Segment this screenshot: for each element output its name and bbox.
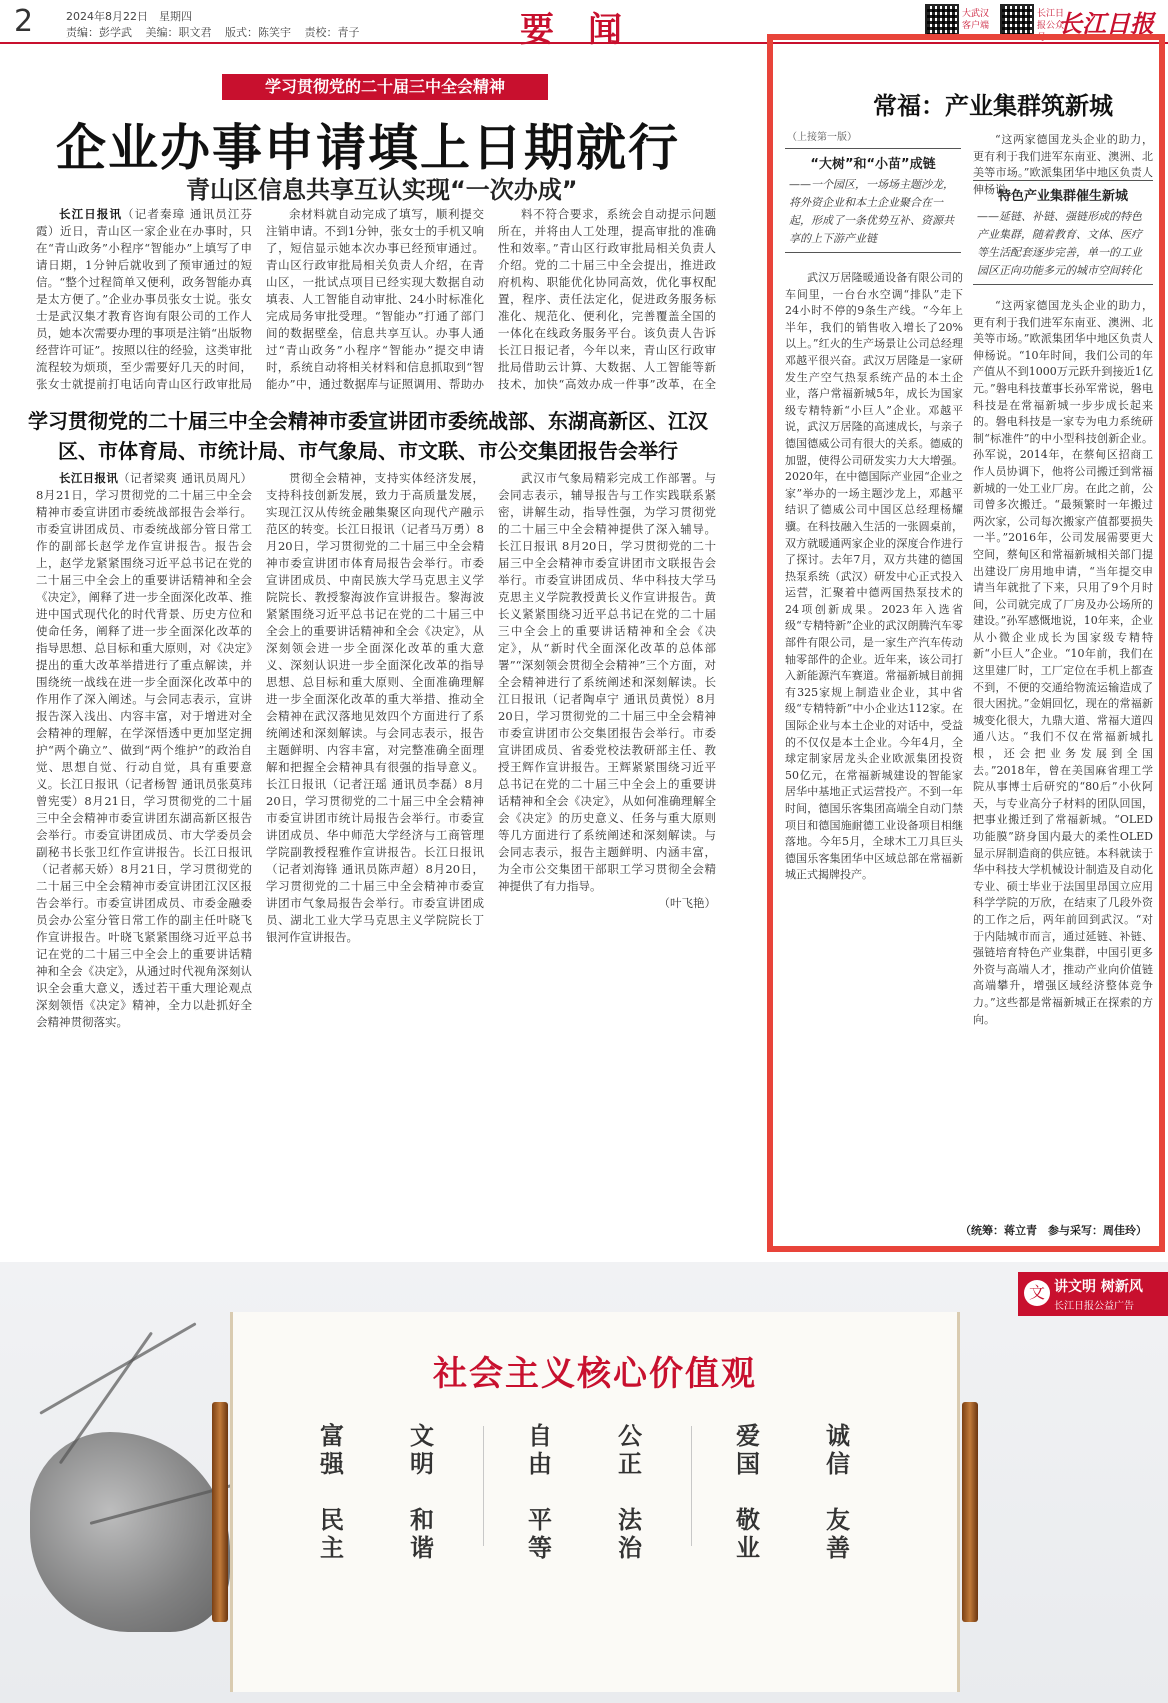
value-pair: [823, 1422, 853, 1562]
value-word: [615, 1422, 645, 1478]
callout-2-body: ——延链、补链、强链形成的特色产业集群，随着教育、文体、医疗等生活配套逐步完善，单一的工业园区正向功能多元的城市空间转化: [977, 210, 1142, 277]
second-column-3-text: 武汉市气象局精彩完成工作部署。与会同志表示，辅导报告与工作实践联系紧密，讲解生动，指导性强，为学习贯彻党的二十届三中全会精神提供了深入辅导。长江日报讯 8月20日，学习贯彻党的二十届三中全会精神市委宣讲团市文联报告会举行。市委宣讲团成员、华中科技大学马克思主义学院教授黄长义作宣讲报告。黄长义紧紧围绕习近平总书记在党的二十届三中全会上的重要讲话精神和全会《决定》，从“新时代全面深化改革的总体部署”“深刻领会贯彻全会精神”三个方面，对全会精神进行了系统阐述和深刻解读。长江日报讯（记者陶卓宁 通讯员黄悦）8月20日，学习贯彻党的二十届三中全会精神市委宣讲团市公交集团报告会举行。市委宣讲团成员、省委党校法教研部主任、教授王辉作宣讲报告。王辉紧紧围绕习近平总书记在党的二十届三中全会上的重要讲话精神和全会《决定》，从如何准确理解全会《决定》的历史意义、任务与重大原则等几方面进行了系统阐述和深刻解读。与会同志表示，报告主题鲜明、内涵丰富，为全市公交集团干部职工学习贯彻全会精神提供了有力指导。: [498, 471, 716, 893]
value-char: 文: [410, 1422, 434, 1450]
lead-kicker: 学习贯彻党的二十届三中全会精神: [222, 74, 548, 100]
value-pair: [733, 1422, 763, 1562]
value-divider: [483, 1426, 484, 1546]
value-char: 友: [826, 1506, 850, 1534]
value-word: [317, 1422, 347, 1478]
value-char: 由: [528, 1450, 552, 1478]
value-char: 谐: [410, 1534, 434, 1562]
second-column-2: [266, 470, 484, 1250]
value-char: 富: [320, 1422, 344, 1450]
staff-art-editor: 美编：职文君: [145, 26, 212, 39]
civility-emblem-icon: 文: [1024, 1280, 1050, 1306]
value-word: [317, 1506, 347, 1562]
ad-badge-title: 讲文明 树新风: [1054, 1279, 1143, 1295]
value-pair: [615, 1422, 645, 1562]
lead-column-2-text: 余材料就自动完成了填写，顺利提交注销申请。不到1分钟，张女士的手机又响了，短信显示她本次办事已经预审通过。青山区行政审批局相关负责人介绍，在青山区，一批试点项目已经实现大数据自动填表、人工智能自动审批、24小时标准化完成局务审批受理。“智能办”打通了部门间的数据壁垒，信息共享互认。办事人通过“青山政务”小程序“智能办”提交申请时，系统自动将相关材料和信息抓取到“智能办”中，通过数据库与证照调用、帮助办: [266, 207, 484, 390]
right-feature-box: [767, 34, 1165, 1252]
second-column-1: [36, 470, 252, 1250]
lead-column-2: [266, 206, 484, 390]
value-char: 自: [528, 1422, 552, 1450]
value-char: 敬: [736, 1506, 760, 1534]
value-char: 民: [320, 1506, 344, 1534]
value-char: 信: [826, 1450, 850, 1478]
right-column-1-text: 武汉万居隆暖通设备有限公司的车间里，一台台水空调“排队”走下24小时不停的9条生产线。“今年上半年，我们的销售收入增长了20%以上。”红火的生产场景让公司总经理邓越平很兴奋。武汉万居隆是一家研发生产空气热泵系统产品的本土企业，落户常福新城5年，成长为国家级专精特新“小巨人”企业。邓越平说，武汉万居隆的高速成长，与亲子德国德威公司有很大的关系。德威的加盟，使得公司研发实力大大增强。2020年，在中德国际产业园“企业之家”举办的一场主题沙龙上，邓越平结识了德威公司中国区总经理杨耀骥。在科技融入生活的一张圆桌前，双方就暖通两家企业的深度合作进行了探讨。去年7月，双方共建的德国热泵系统（武汉）研发中心正式投入运营，汇聚着中德两国热泵技术的24项创新成果。2023年入选省级“专精特新”企业的武汉朗腾汽车零部件有限公司，是一家生产汽车传动轴零部件的企业。近年来，该公司打入新能源汽车赛道。常福新城目前拥有325家规上制造业企业，其中省级“专精特新”中小企业达112家。在国际企业与本土企业的对话中，受益的不仅仅是本土企业。今年4月，全球定制家居龙头企业欧派集团投资50亿元，在常福新城建设的智能家居华中基地正式运营投产。不到一年时间，德国乐客集团高端全自动门禁项目和德国施耐德工业设备项目相继落地。今年5月，全球木工刀具巨头德国乐客集团华中区域总部在常福新城正式揭牌投产。: [785, 271, 963, 882]
issue-date: 2024年8月22日 星期四: [66, 10, 192, 23]
lead-headline: 企业办事申请填上日期就行: [56, 119, 680, 177]
value-word: [733, 1422, 763, 1478]
scroll-rod-left: [212, 1402, 228, 1622]
callout-1-title: “大树”和“小苗”成链: [810, 157, 936, 172]
value-word: [407, 1422, 437, 1478]
lead-dateline: 长江日报讯: [59, 207, 123, 221]
qr2-label: 长江日报公众号: [1037, 9, 1065, 43]
second-column-2-text: 贯彻全会精神，支持实体经济发展，支持科技创新发展，致力于高质量发展，实现江汉从传统金融集聚区向现代产融示范区的转变。长江日报讯（记者马万勇）8月20日，学习贯彻党的二十届三中全会精神市委宣讲团市体育局报告会举行。市委宣讲团成员、中南民族大学马克思主义学院院长、教授黎海波作宣讲报告。黎海波紧紧围绕习近平总书记在党的二十届三中全会上的重要讲话精神和全会《决定》，从深刻领会进一步全面深化改革的重大意义、深刻认识进一步全面深化改革的指导思想、总目标和重大原则、全面准确理解进一步全面深化改革的重大举措、推动全会精神在武汉落地见效四个方面进行了系统阐述和深刻解读。与会同志表示，报告主题鲜明、内容丰富，对完整准确全面理解和把握全会精神具有很强的指导意义。长江日报讯（记者汪瑶 通讯员李磊）8月20日，学习贯彻党的二十届三中全会精神市委宣讲团市统计局报告会举行。市委宣讲团成员、华中师范大学经济与工商管理学院副教授程雅作宣讲报告。长江日报讯（记者刘海锋 通讯员陈声超）8月20日，学习贯彻党的二十届三中全会精神市委宣讲团市气象局报告会举行。市委宣讲团成员、湖北工业大学马克思主义学院院长丁银河作宣讲报告。: [266, 471, 484, 944]
section-title: 要闻: [520, 10, 656, 50]
value-word: [407, 1506, 437, 1562]
ad-title: 社会主义核心价值观: [433, 1354, 757, 1394]
value-pair: [317, 1422, 347, 1562]
orchid-leaf: [39, 1322, 196, 1415]
qr-code-icon: [925, 4, 959, 38]
value-word: [525, 1506, 555, 1562]
page-number: 2: [14, 4, 34, 39]
lead-column-1: [36, 206, 252, 390]
second-column-1-text: （记者梁爽 通讯员周凡）8月21日，学习贯彻党的二十届三中全会精神市委宣讲团市委统战部报告会举行。市委宣讲团成员、市委统战部分管日常工作的副部长赵学龙作宣讲报告。报告会上，赵学龙紧紧围绕习近平总书记在党的二十届三中全会上的重要讲话精神和全会《决定》，阐释了进一步全面深化改革、推进中国式现代化的时代背景、历史方位和使命任务，阐释了进一步全面深化改革的指导思想、总目标和重大原则，对《决定》提出的重大改革举措进行了重点解读，并围绕统一战线在进一步全面深化改革中的作用作了深入阐述。与会同志表示，宣讲报告深入浅出、内容丰富，对于增进对全会精神的理解，在学深悟透中更加坚定拥护“两个确立”、做到“两个维护”的政治自觉、思想自觉、行动自觉，具有重要意义。长江日报讯（记者杨智 通讯员张莫玮 曾宪雯）8月21日，学习贯彻党的二十届三中全会精神市委宣讲团东湖高新区报告会举行。市委宣讲团成员、市大学委员会副秘书长张卫红作宣讲报告。长江日报讯（记者郝天娇）8月21日，学习贯彻党的二十届三中全会精神市委宣讲团江汉区报告会举行。市委宣讲团成员、市委金融委员会办公室分管日常工作的副主任叶晓飞作宣讲报告。叶晓飞紧紧围绕习近平总书记在党的二十届三中全会上的重要讲话精神和全会《决定》，从通过时代视角深刻认识全会重大意义，透过若干重大理论观点深刻领悟《决定》精神，全力以赴抓好全会精神贯彻落实。: [36, 471, 252, 1029]
right-title: 常福：产业集群筑新城: [873, 92, 1113, 120]
right-column-2-intro: “这两家德国龙头企业的助力，更有利于我们进军东南亚、澳洲、北美等市场。”欧派集团华中地区负责人伸杨说。: [973, 133, 1153, 196]
scroll-sheet: [230, 1312, 960, 1692]
public-service-ad: [0, 1262, 1168, 1703]
value-char: 业: [736, 1534, 760, 1562]
callout-2-title: 特色产业集群催生新城: [997, 189, 1128, 204]
second-column-3-signoff: （叶飞艳）: [658, 896, 716, 910]
value-word: [733, 1506, 763, 1562]
value-word: [823, 1506, 853, 1562]
value-word: [525, 1422, 555, 1478]
value-pair: [407, 1422, 437, 1562]
staff-proofreader: 责校：青子: [304, 26, 360, 39]
right-column-2: [973, 298, 1153, 1218]
second-column-3: [498, 470, 716, 1250]
ad-badge-subtitle: 长江日报公益广告: [1054, 1301, 1134, 1312]
right-byline: （统筹：蒋立青 参与采写：周佳玲）: [960, 1224, 1147, 1237]
right-column-1: [785, 270, 963, 1236]
qr-code-icon: [1000, 4, 1034, 38]
value-char: 明: [410, 1450, 434, 1478]
staff-editor: 责编：彭学武: [66, 26, 132, 39]
value-char: 主: [320, 1534, 344, 1562]
value-char: 法: [618, 1506, 642, 1534]
continued-note: （上接第一版）: [787, 132, 857, 143]
value-char: 正: [618, 1450, 642, 1478]
callout-1: [785, 148, 961, 253]
lead-column-1-text: （记者秦璋 通讯员江芬霞）近日，青山区一家企业在办事时，只在“青山政务”小程序“智能办”上填写了申请日期，1分钟后就收到了预审通过的短信。“整个过程简单又便利，政务智能办真是太方便了。”企业办事员张女士说。张女士是武汉集才教育咨询有限公司的工作人员，她本次需要办理的事项是注销“出版物经营许可证”。按照以往的经验，这类审批流程较为烦琐，至少需要好几天的时间，张女士就提前打电话向青山区行政审批局: [36, 207, 252, 390]
qr1-label: 大武汉客户端: [962, 9, 990, 31]
newspaper-logo: 长江日报: [1058, 9, 1154, 38]
value-char: 诚: [826, 1422, 850, 1450]
callout-1-body: ——一个园区，一场场主题沙龙，将外资企业和本土企业聚合在一起，形成了一条优势互补、资源共享的上下游产业链: [789, 178, 954, 245]
lead-column-3-text: 料不符合要求，系统会自动提示问题所在，并将由人工处理，提高审批的准确性和效率。”青山区行政审批局相关负责人介绍。党的二十届三中全会提出，推进政府机构、职能优化协同高效，优化事权配置，程序、责任法定化，促进政务服务标准化、规范化、便利化，完善覆盖全国的一体化在线政务服务平台。该负责人告诉长江日报记者，今年以来，青山区行政审批局借助云计算、大数据、人工智能等新技术，加快“高效办成一件事”改革，在全: [498, 207, 716, 390]
value-word: [823, 1422, 853, 1478]
value-char: 平: [528, 1506, 552, 1534]
value-char: 国: [736, 1450, 760, 1478]
second-headline: 学习贯彻党的二十届三中全会精神市委宣讲团市委统战部、东湖高新区、江汉区、市体育局、市统计局、市气象局、市文联、市公交集团报告会举行: [28, 409, 708, 463]
value-char: 爱: [736, 1422, 760, 1450]
staff-credits: [66, 24, 370, 40]
value-word: [615, 1506, 645, 1562]
staff-layout: 版式：陈笑宇: [225, 26, 291, 39]
value-char: 和: [410, 1506, 434, 1534]
second-dateline: 长江日报讯: [59, 471, 119, 485]
value-char: 强: [320, 1450, 344, 1478]
value-char: 等: [528, 1534, 552, 1562]
lead-subhead: 青山区信息共享互认实现“一次办成”: [186, 176, 578, 204]
core-values-grid: [297, 1422, 897, 1572]
value-char: 治: [618, 1534, 642, 1562]
value-pair: [525, 1422, 555, 1562]
right-column-2-text: “这两家德国龙头企业的助力，更有利于我们进军东南亚、澳洲、北美等市场。”欧派集团华中地区负责人伸杨说。“10年时间，我们公司的年产值从不到1000万元跃升到接近1亿元。”磐电科技董事长孙军常说，磐电科技是在常福新城一步步成长起来的。磐电科技是一家专为电力系统研制“标准件”的中小型科技创新企业。孙军说，2014年，在蔡甸区招商工作人员协调下，他将公司搬迁到常福新城的一处工业厂房。在此之前，公司曾多次搬迁。“最频繁时一年搬过两次家，公司每次搬家产值都要损失一半。”2016年，公司发展需要更大空间，蔡甸区和常福新城相关部门提出建设厂房用地申请，“当年提交申请当年就批了下来，只用了9个月时间，公司就完成了厂房及办公场所的建设。”孙军感慨地说，10年来，企业从小微企业成长为国家级专精特新“小巨人”企业。“10年前，我们在这里建厂时，工厂定位在手机上都查不到，不便的交通给物流运输造成了很大困扰。”金娟回忆，现在的常福新城变化很大，九鼎大道、常福大道四通八达。“我们不仅在常福新城扎根，还会把业务发展到全国去。”2018年，曾在美国麻省理工学院从事博士后研究的“80后”小伙阿天，与专业高分子材料的团队回国，把事业搬迁到了常福新城。“OLED功能膜”跻身国内最大的柔性OLED显示屏制造商的供应链。本科就读于华中科技大学机械设计制造及自动化专业、硕士毕业于法国里昂国立应用科学学院的万欣，在结束了几段外资的工作之后，两年前回到武汉。“对于内陆城市而言，通过延链、补链、强链培育特色产业集群，中国引更多外资与高端人才，推动产业向价值链高端攀升，增强区域经济整体竞争力。”这些都是常福新城正在探索的方向。: [973, 299, 1153, 1026]
value-divider: [691, 1426, 692, 1546]
callout-2: [973, 180, 1153, 285]
lead-column-3: [498, 206, 716, 390]
value-char: 公: [618, 1422, 642, 1450]
value-char: 善: [826, 1534, 850, 1562]
scroll-rod-right: [962, 1402, 978, 1622]
ad-badge: [1018, 1272, 1168, 1316]
